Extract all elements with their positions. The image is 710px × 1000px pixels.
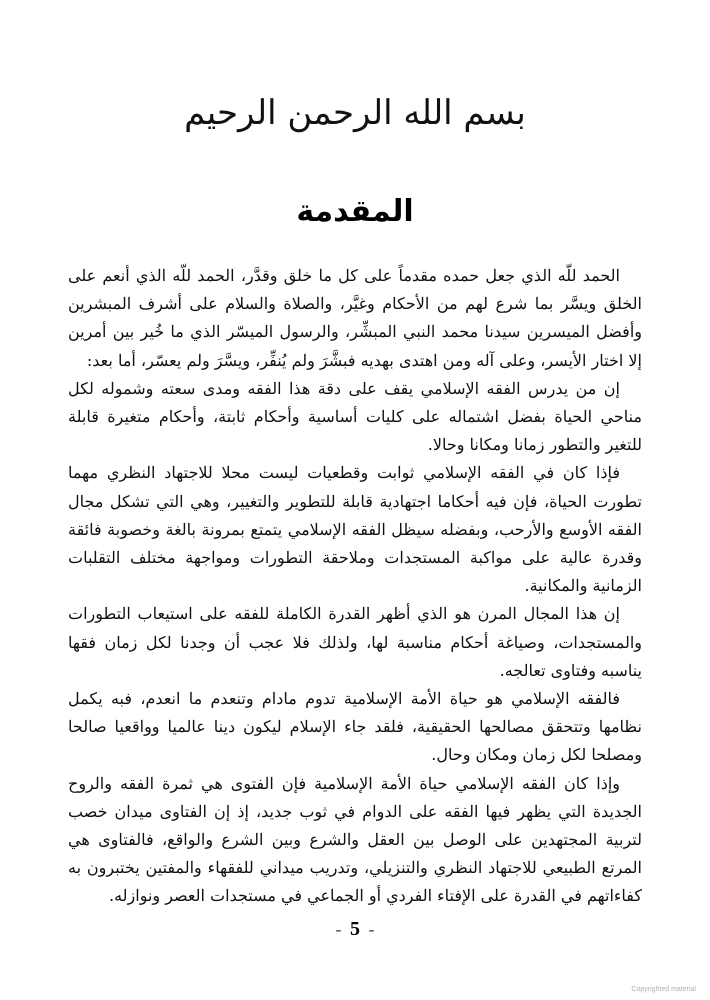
- paragraph-5: فالفقه الإسلامي هو حياة الأمة الإسلامية تدوم مادام وتنعدم ما انعدم، فبه يكمل نظامها وتتحقق مصالحها الحقيقية، فلقد جاء الإسلام ليكون دينا عالميا وواقعيا صالحا ومصلحا لكل زمان ومكان وحال.: [68, 689, 643, 765]
- paragraph-6: وإذا كان الفقه الإسلامي حياة الأمة الإسلامية فإن الفتوى هي ثمرة الفقه والروح الجديدة التي يظهر فيها الفقه على الدوام في ثوب جديد، إذ إن الفتاوى ميدان خصب لتربية المجتهدين على الوصل بين العقل والشرع وبين الشرع والواقع، فالفتاوى هي المرتع الطبيعي للاجتهاد النظري والتنزيلي، وتدريب ميداني للفقهاء والمفتين يختبرون به كفاءاتهم في القدرة على الإفتاء الفردي أو الجماعي في مستجدات العصر ونوازله.: [68, 773, 642, 906]
- paragraph-3: فإذا كان في الفقه الإسلامي ثوابت وقطعيات ليست محلا للاجتهاد النظري مهما تطورت الحياة، فإن فيه أحكاما اجتهادية قابلة للتطوير والتغيير، وهي التي تشكل مجال الفقه الأوسع والأرحب، وبفضله سيظل الفقه الإسلامي يتمتع بمرونة بالغة وخصوبة فائقة وقدرة عالية على مواكبة المستجدات وملاحقة التطورات ومواجهة مختلف التقلبات الزمانية والمكانية.: [68, 463, 642, 596]
- paragraph-4: إن هذا المجال المرن هو الذي أظهر القدرة الكاملة للفقه على استيعاب التطورات والمستجدات، وصياغة أحكام مناسبة لها، ولذلك فلا عجب أن وجدنا لكل زمان فقها يناسبه وفتاوى تعالجه.: [68, 604, 642, 680]
- basmala-calligraphy: بسم الله الرحمن الرحيم: [184, 93, 526, 133]
- paragraph-1: الحمد للّه الذي جعل حمده مقدماً على كل ما خلق وقدَّر، الحمد للّه الذي أنعم على الخلق ويسَّر بما شرع لهم من الأحكام وغيَّر، والصلاة والسلام على أشرف المبشرين وأفضل الميسرين سيدنا محمد النبي المبشِّر، والرسول الميسّر الذي ما خُير بين أمرين إلا اختار الأيسر، وعلى آله ومن اهتدى بهديه فبشَّرَ ولم يُنفِّر، ويسَّرَ ولم يعسّر، أما بعد:: [68, 266, 642, 370]
- page-number-dash-left: -: [335, 919, 342, 939]
- page-title: المقدمة: [296, 194, 414, 229]
- introduction-body: [68, 262, 642, 911]
- copyright-watermark: Copyrighted material: [631, 986, 696, 993]
- page-number-value: 5: [350, 918, 360, 940]
- page-number: [0, 918, 710, 941]
- page-number-dash-right: -: [368, 919, 375, 939]
- paragraph-2: إن من يدرس الفقه الإسلامي يقف على دقة هذا الفقه ومدى سعته وشموله لكل مناحي الحياة بفضل اشتماله على كليات أساسية وأحكام ثابتة، وأحكام متغيرة قابلة للتغير والتطور زمانا ومكانا وحالا.: [68, 378, 642, 455]
